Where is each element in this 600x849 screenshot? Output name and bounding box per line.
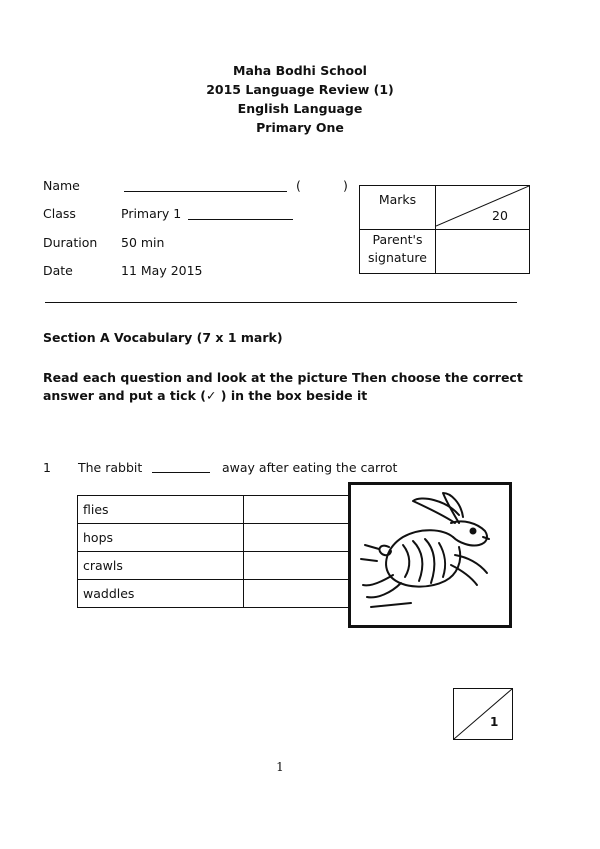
marks-total: 20 — [492, 208, 508, 223]
options-table — [77, 495, 361, 608]
question-text-start: The rabbit — [78, 460, 143, 475]
parent-signature-field[interactable] — [437, 231, 528, 272]
date-value: 11 May 2015 — [121, 263, 203, 278]
school-name: Maha Bodhi School — [233, 63, 367, 78]
register-number-open: ( — [296, 178, 301, 193]
parent-signature-label-line2: signature — [368, 250, 427, 265]
class-blank[interactable] — [188, 219, 293, 220]
tick-box-option-2[interactable] — [244, 524, 361, 552]
question-blank — [152, 472, 210, 473]
name-label: Name — [43, 178, 80, 193]
class-value: Primary 1 — [121, 206, 182, 221]
page-number: 1 — [276, 760, 284, 774]
option-row — [78, 580, 361, 608]
subject-title: English Language — [237, 101, 363, 116]
duration-value: 50 min — [121, 235, 165, 250]
section-divider — [45, 302, 517, 303]
option-row — [78, 524, 361, 552]
option-row — [78, 552, 361, 580]
section-instruction-line2: answer and put a tick (✓ ) in the box beside it — [43, 388, 368, 403]
option-row — [78, 496, 361, 524]
marks-box — [359, 185, 530, 274]
duration-label: Duration — [43, 235, 98, 250]
rabbit-hopping-illustration — [351, 485, 509, 625]
option-label: waddles — [78, 580, 244, 608]
tick-box-option-3[interactable] — [244, 552, 361, 580]
section-title: Section A Vocabulary (7 x 1 mark) — [43, 330, 283, 345]
marks-label: Marks — [378, 192, 417, 207]
rabbit-picture-frame — [348, 482, 512, 628]
score-box-diagonal-line — [454, 689, 512, 739]
class-label: Class — [43, 206, 76, 221]
register-number-close: ) — [343, 178, 348, 193]
option-label: crawls — [78, 552, 244, 580]
score-box-value: 1 — [490, 715, 499, 729]
parent-signature-label-line1: Parent's — [372, 232, 423, 247]
marks-box-divider-horizontal — [360, 229, 529, 230]
level-title: Primary One — [256, 120, 344, 135]
section-instruction-line1: Read each question and look at the picture Then choose the correct — [43, 370, 523, 385]
date-label: Date — [43, 263, 73, 278]
question-score-box — [453, 688, 513, 740]
exam-title: 2015 Language Review (1) — [206, 82, 394, 97]
option-label: flies — [78, 496, 244, 524]
option-label: hops — [78, 524, 244, 552]
question-text-end: away after eating the carrot — [222, 460, 398, 475]
tick-box-option-4[interactable] — [244, 580, 361, 608]
tick-box-option-1[interactable] — [244, 496, 361, 524]
question-number: 1 — [43, 460, 51, 475]
name-blank[interactable] — [124, 191, 287, 192]
